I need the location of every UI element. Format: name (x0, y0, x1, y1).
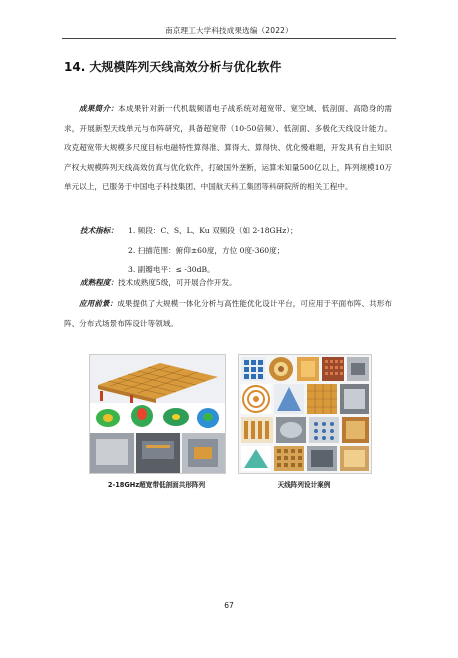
figure-conformal-array (89, 354, 226, 474)
running-header: 南京理工大学科技成果选编（2022） (165, 26, 293, 35)
section-title: 14. 大规模阵列天线高效分析与优化软件 (64, 60, 282, 74)
tech-item: 1. 频段：C、S、L、Ku 双频段（如 2-18GHz）； (128, 226, 298, 235)
header-divider (62, 38, 396, 39)
maturity-line (80, 277, 237, 288)
technical-label: 技术指标： (80, 226, 118, 235)
tech-item: 2. 扫描范围：俯仰±60度，方位 0度-360度； (128, 245, 285, 255)
figure-antenna-designs (238, 354, 372, 474)
page-number: 67 (224, 601, 234, 610)
technical-specs (80, 221, 298, 280)
summary-paragraph (64, 99, 392, 197)
summary-text: 本成果针对新一代机载频谱电子战系统对超宽带、宽空域、低剖面、高隐身的需求，开展新型天线单元与布阵研究，具备超宽带（10-50倍频）、低剖面、多极化天线设计能力。攻克超宽带大规模多尺度目标电磁特性算得准、算得大、算得快、优化慢难题，开发具有自主知识产权大规模阵列天线高效仿真与优化软件，打破国外垄断，运算未知量500亿以上，阵列规模10万单元以上，已服务于中国电子科技集团、中国航天科工集团等科研院所的相关工程中。 (64, 104, 392, 191)
application-label: 应用前景： (79, 299, 118, 308)
maturity-label: 成熟程度： (80, 278, 118, 287)
maturity-text: 技术成熟度5级，可开展合作开发。 (117, 278, 237, 287)
figure-caption: 2-18GHz超宽带低剖面共形阵列 (107, 481, 206, 489)
tech-item: 3. 副瓣电平：≤ -30dB。 (128, 265, 215, 274)
figure-caption: 天线阵列设计案例 (277, 481, 331, 489)
application-text: 成果提供了大规模一体化分析与高性能优化设计平台，可应用于平面布阵、共形布阵、分布式场景布阵设计等领域。 (64, 299, 393, 328)
application-paragraph (64, 294, 392, 333)
summary-label: 成果简介： (79, 104, 119, 113)
